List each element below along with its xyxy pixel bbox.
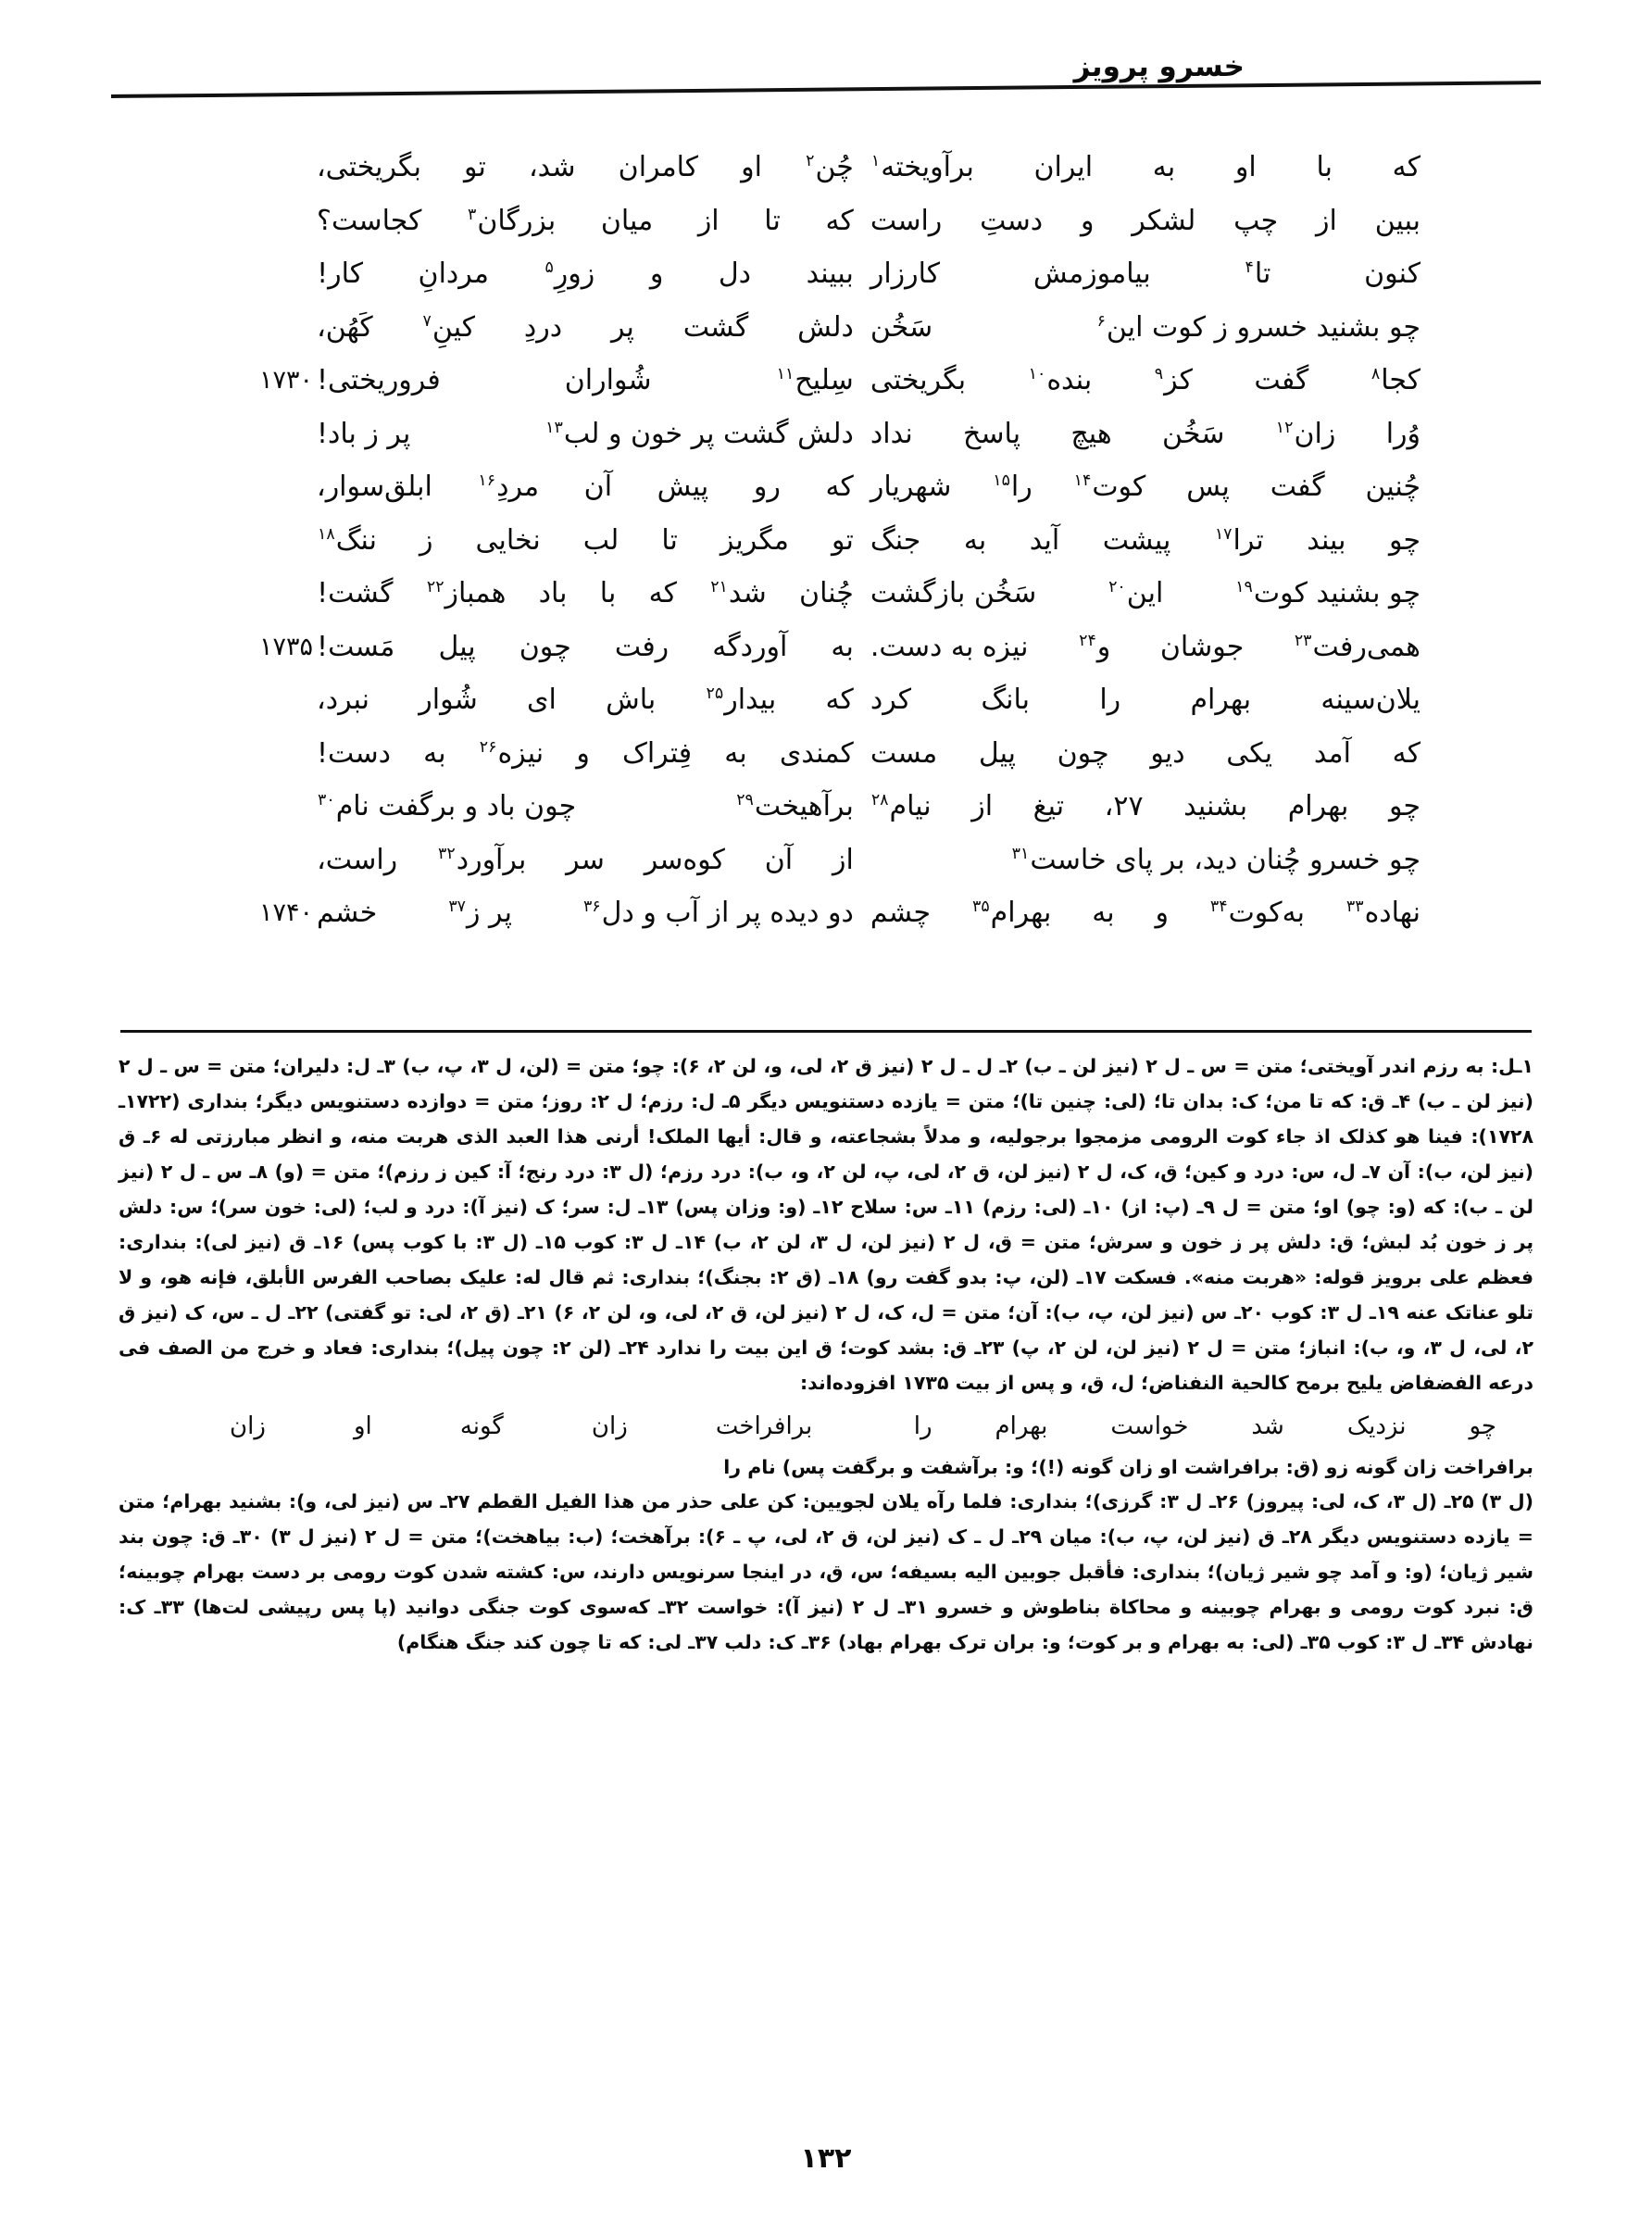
apparatus-mark: ۳۴ <box>1209 897 1228 916</box>
apparatus-mark: ۱۲ <box>1275 418 1294 437</box>
verse-row <box>232 247 1420 301</box>
verse-word: شد، <box>528 151 576 183</box>
apparatus-mark: ۱۶ <box>478 471 496 490</box>
apparatus-mark: ۱۰ <box>1028 365 1046 383</box>
verse-line-number <box>232 727 313 781</box>
running-head-rule <box>111 81 1541 98</box>
apparatus-mark: ۲۶ <box>479 737 497 757</box>
verse-hemistich-left <box>313 886 854 940</box>
verse-row <box>232 886 1420 940</box>
verse-word: چو بشنید کوت$^{۱۹}$ <box>1235 577 1420 609</box>
verse-line-number <box>232 567 313 621</box>
verse-word: کوه‌سر <box>644 843 725 876</box>
verse-word: برآورد$^{۳۲}$ <box>438 843 527 876</box>
apparatus-mark: ۳۰ <box>318 791 335 810</box>
verse-word: نیزه$^{۲۶}$ <box>479 736 544 770</box>
verse-word: نخایی <box>475 523 541 557</box>
verse-word: چون باد و برگفت نام$^{۳۰}$ <box>318 790 577 822</box>
verse-word: راست <box>870 204 943 237</box>
verse-word: آن <box>764 843 794 876</box>
verse-word: تیغ <box>1032 790 1065 822</box>
verse-word: دل <box>718 257 752 290</box>
verse-word: گشت! <box>317 577 394 609</box>
verse-word: چو <box>1469 1412 1496 1440</box>
verse-line-number <box>232 780 313 834</box>
verse-word: پیل <box>978 736 1016 770</box>
verse-table <box>232 141 1420 940</box>
verse-word: بهرام <box>995 1412 1048 1440</box>
verse-line-number <box>232 514 313 568</box>
verse-word: به <box>423 736 446 770</box>
verse-word: بزرگان$^۳$ <box>468 204 557 237</box>
verse-word: که <box>825 684 854 716</box>
apparatus-mark: ۲۰ <box>1108 578 1126 596</box>
verse-word: ببیند <box>806 257 854 290</box>
verse-word: تو <box>464 151 486 183</box>
verse-word: آید <box>1029 523 1060 557</box>
verse-word: وُرا <box>1385 417 1420 450</box>
verse-word: با <box>599 577 617 609</box>
verse-word: دلش <box>797 310 854 344</box>
apparatus-mark: ۶ <box>1096 311 1106 331</box>
verse-word: نیام$^{۲۸}$ <box>870 790 932 822</box>
verse-word: دردِ <box>523 310 563 344</box>
verse-word: نهاده$^{۳۳}$ <box>1345 897 1420 929</box>
apparatus-mark: ۱۳ <box>545 418 563 437</box>
verse-word: سَخُن <box>1162 417 1225 450</box>
verse-word: هیچ <box>1070 417 1112 450</box>
verse-word: پر ز$^{۳۷}$ <box>448 897 512 929</box>
apparatus-mark: ۱ <box>870 152 881 170</box>
verse-word: زان <box>591 1412 628 1440</box>
verse-word: نیزه به دست. <box>870 630 1029 663</box>
verse-word: از <box>697 204 720 237</box>
verse-word: به‌کوت$^{۳۴}$ <box>1209 897 1306 929</box>
verse-word: کامران <box>618 151 699 183</box>
verse-row <box>232 354 1420 408</box>
verse-word: یلان‌سینه <box>1320 684 1420 716</box>
verse-word: گفت <box>1270 471 1325 503</box>
apparatus-mark: ۱۷ <box>1214 524 1233 544</box>
verse-word: بگریختی، <box>317 151 421 183</box>
verse-word: پاسخ <box>963 417 1021 450</box>
verse-word: زورِ$^۵$ <box>544 257 595 290</box>
verse-word: دیو <box>1150 736 1185 770</box>
verse-row <box>232 460 1420 514</box>
verse-word: ترا$^{۱۷}$ <box>1214 523 1264 557</box>
verse-word: پیل <box>438 630 476 663</box>
verse-line-number <box>232 834 313 887</box>
verse-row <box>232 141 1420 195</box>
verse-row <box>232 567 1420 621</box>
verse-word: چو بشنید خسرو ز کوت این$^۶$ <box>1096 310 1420 344</box>
verse-word: باش <box>606 684 657 716</box>
verse-word: آوردگه <box>712 630 788 663</box>
verse-word: زان$^{۱۲}$ <box>1275 417 1336 450</box>
verse-row <box>232 780 1420 834</box>
verse-word: بشنید <box>1183 790 1248 822</box>
verse-word: جنگ <box>870 523 921 557</box>
verse-line-number <box>232 460 313 514</box>
apparatus-mark: ۱۸ <box>318 524 335 544</box>
apparatus-mark: ۴ <box>1245 258 1254 277</box>
verse-word: برافراخت <box>715 1412 813 1440</box>
verse-word: خواست <box>1110 1412 1189 1440</box>
apparatus-mark: ۲۴ <box>1079 631 1096 650</box>
verse-word: کز$^۹$ <box>1154 364 1193 396</box>
verse-word: بانگ <box>981 684 1031 716</box>
verse-word: فِتراک <box>621 736 693 770</box>
apparatus-mark: ۳۲ <box>438 844 456 863</box>
verse-word: سَخُن بازگشت <box>870 577 1037 609</box>
verse-row <box>232 301 1420 355</box>
verse-hemistich-left <box>313 621 854 674</box>
verse-word: این$^{۲۰}$ <box>1108 577 1164 609</box>
verse-line-number <box>232 247 313 301</box>
verse-word: تا$^۴$ <box>1245 257 1271 290</box>
verse-hemistich-left <box>313 780 854 834</box>
inset-couplet-left-hemistich <box>230 1406 812 1447</box>
verse-line-number <box>232 141 313 195</box>
verse-word: را <box>1099 684 1121 716</box>
verse-word: دست! <box>317 736 391 770</box>
verse-word: کمندی <box>779 736 854 770</box>
folio-number: ۱۳۲ <box>800 2142 852 2175</box>
verse-word: رو <box>753 471 781 503</box>
verse-word: کجاست؟ <box>317 204 422 237</box>
verse-word: که <box>1392 151 1420 183</box>
apparatus-mark: ۹ <box>1154 365 1164 383</box>
verse-word: راست، <box>317 843 398 876</box>
verse-hemistich-right <box>854 673 1420 727</box>
verse-word: مَست! <box>317 630 395 663</box>
verse-word: باد <box>538 577 568 609</box>
verse-word: شد <box>1251 1412 1284 1440</box>
verse-word: مگریز <box>720 523 789 557</box>
apparatus-mark: ۲۱ <box>710 578 728 596</box>
verse-word: کارزار <box>870 257 941 290</box>
running-head <box>111 50 1541 102</box>
verse-word: ننگ$^{۱۸}$ <box>318 523 377 557</box>
apparatus-mark: ۳۷ <box>448 897 466 916</box>
verse-word: چو <box>1388 790 1420 822</box>
verse-row <box>232 621 1420 674</box>
verse-word: گفت <box>1254 364 1309 396</box>
verse-word: کار! <box>317 257 363 290</box>
verse-hemistich-left <box>313 834 854 887</box>
verse-word: چپ <box>1233 204 1279 237</box>
verse-word: مردانِ <box>418 257 489 290</box>
verse-hemistich-right <box>854 301 1420 355</box>
verse-word: شُوار <box>419 684 478 716</box>
verse-word: جوشان <box>1159 630 1245 663</box>
verse-word: لشکر <box>1132 204 1196 237</box>
verse-word: کَهُن، <box>317 310 373 344</box>
apparatus-mark: ۱۱ <box>776 365 795 383</box>
verse-word: سَخُن <box>870 310 933 344</box>
apparatus-paragraph-1: ۱ـل: به رزم اندر آویختی؛ متن = س ـ ل ۲ (نیز لن ـ ب) ۲ـ ل ـ ل ۲ (نیز ق ۲، لی، و، لن ۲، ۶): چو؛ متن = (لن، ل ۳، پ، ب) ۳ـ ل: دلیران؛ متن = س ـ ل ۲ (نیز لن ـ ب) ۴ـ ق: که تا من؛ ک: بدان تا؛ (لی: چنین تا)؛ متن = یازده دستنویس دیگر ۵ـ ل: رزم؛ ل ۲: روز؛ متن = دوازده دستنویس دیگر؛ بنداری (۱۷۲۲ـ ۱۷۲۸): فینا هو کذلک اذ جاء کوت الرومی مزمجوا برجولیه، و مدلاً بشجاعته، و قال: أیها الملک! أرنی هذا العبد الذی هربت منه، و انظر مبارزتی له ۶ـ ق (نیز لن، ب): آن ۷ـ ل، س: درد و کین؛ ق، ک، ل ۲ (نیز لن، ق ۲، لی، پ، لن ۲، و، ب): درد رزم؛ (ل ۳: درد رنج؛ آ: کین ز رزم)؛ متن = (و) ۸ـ س ـ ل ۲ (نیز لن ـ ب): که (و: چو) او؛ متن = ل ۹ـ (پ: از) ۱۰ـ (لی: رزم) ۱۱ـ س: سلاح ۱۲ـ (و: وزان پس) ۱۳ـ ل: سر؛ ک (نیز آ): درد و لب؛ (لی: خون سر)؛ س: دلش پر ز خون بُد لبش؛ ق: دلش پر ز خون و سرش؛ متن = ق، ل ۲ (نیز لن، ل ۳، لن ۲، ب) ۱۴ـ ل ۳: کوب ۱۵ـ (ل ۳: با کوب پس) ۱۶ـ ق (نیز لی): بنداری: فعظم علی برویز قوله: «هربت منه». فسکت ۱۷ـ (لن، پ: بدو گفت رو) ۱۸ـ (ق ۲: بجنگ)؛ بنداری: ثم قال له: علیک بصاحب الفرس الأبلق، فإنه هو، و لا تلو عناتک عنه ۱۹ـ ل ۳: کوب ۲۰ـ س (نیز لن، پ، ب): آن؛ متن = ل، ک، ل ۲ (نیز لن، ق ۲، لی، و، لن ۲، ۶) ۲۱ـ (ق ۲، لی: تو گفتی) ۲۲ـ ل ـ س، ک (نیز ق ۲، لی، ل ۳، و، ب): انباز؛ متن = ل ۲ (نیز لن، لن ۲، پ) ۲۳ـ ق: بشد کوت؛ ق این بیت را ندارد ۲۴ـ (لن ۲: چون پیل)؛ بنداری: فعاد و خرج من الصف فی درعه الفضفاض یلیح برمح کالحیة النفناض؛ ل، ق، و پس از بیت ۱۷۳۵ افزوده‌اند: <box>119 1055 1534 1394</box>
verse-hemistich-right <box>854 886 1420 940</box>
verse-word: گشت <box>682 310 749 344</box>
verse-word: به <box>1092 897 1115 929</box>
verse-word: چُن$^۲$ <box>806 151 854 183</box>
verse-hemistich-left <box>313 727 854 781</box>
verse-word: شهریار <box>870 471 952 503</box>
verse-word: پر <box>610 310 634 344</box>
verse-word: تا <box>764 204 781 237</box>
verse-line-number <box>232 408 313 461</box>
verse-word: فروریختی! <box>317 364 441 396</box>
apparatus-mark: ۳۱ <box>1011 844 1030 863</box>
apparatus-inset-note: برافراخت زان گونه زو (ق: برافراشت او زان گونه (!)؛ و: برآشفت و برگفت پس) نام را <box>723 1456 1533 1478</box>
verse-word: بیاموزمش <box>1032 257 1151 290</box>
verse-hemistich-left <box>313 408 854 461</box>
verse-word: و <box>649 257 664 290</box>
verse-word: تا <box>661 523 678 557</box>
verse-word: نبرد، <box>317 684 370 716</box>
apparatus-mark: ۲۳ <box>1294 631 1312 650</box>
verse-word: خشم <box>317 897 378 929</box>
verse-line-number: ۱۷۴۰ <box>258 898 313 927</box>
verse-row <box>232 195 1420 248</box>
verse-word: که <box>825 204 854 237</box>
verse-word: بگریختی <box>870 364 967 396</box>
apparatus-mark: ۵ <box>544 258 554 277</box>
verse-hemistich-left <box>313 247 854 301</box>
verse-word: رفت <box>614 630 670 663</box>
apparatus-paragraph-2: (ل ۳) ۲۵ـ (ل ۳، ک، لی: پیروز) ۲۶ـ ل ۳: گرزی)؛ بنداری: فلما رآه یلان لجویین: کن علی حذر من هذا الفیل القطم ۲۷ـ س (نیز لی، و): بشنید بهرام؛ متن = یازده دستنویس دیگر ۲۸ـ ق (نیز لن، پ، ب): میان ۲۹ـ ل ـ ک (نیز لن، ق ۲، لی، پ ـ ۶): برآهخت؛ (ب: بیاهخت)؛ متن = ل ۲ (نیز ل ۳) ۳۰ـ ق: چون بند شیر ژیان؛ (و: و آمد چو شیر ژیان)؛ بنداری: فأقبل جوبین الیه بسیفه؛ س، ق، در اینجا سرنویس دارند، س: کشته شدن کوت رومی بر دست بهرام چوبینه؛ ق: نبرد کوت رومی و بهرام چوبینه و محاکاة بناطوش و خسرو ۳۱ـ ل ۲ (نیز آ): خواست ۳۲ـ که‌سوی کوت جنگی دوانید (پا پس رپیشی لت‌ها) ۳۳ـ ک: نهادش ۳۴ـ ل ۳: کوب ۳۵ـ (لی: به بهرام و بر کوت؛ و: بران ترک بهرام بهاد) ۳۶ـ ک: دلب ۳۷ـ لی: که تا چون کند جنگ هنگام) <box>119 1490 1534 1653</box>
verse-word: آن <box>583 471 613 503</box>
verse-word: و <box>1155 897 1169 929</box>
verse-word: بهرام <box>1287 790 1349 822</box>
verse-word: ۲۷، <box>1104 790 1144 822</box>
verse-hemistich-right <box>854 621 1420 674</box>
verse-word: بیند <box>1307 523 1346 557</box>
apparatus-mark: ۲۵ <box>706 684 724 703</box>
verse-word: کوت$^{۱۴}$ <box>1073 471 1146 503</box>
verse-word: برآویخته$^۱$ <box>870 151 974 183</box>
verse-word: به <box>1152 151 1176 183</box>
apparatus-mark: ۸ <box>1370 365 1381 383</box>
verse-word: یکی <box>1226 736 1273 770</box>
verse-word: و <box>1080 204 1095 237</box>
apparatus-mark: ۲۹ <box>736 791 754 810</box>
verse-hemistich-right <box>854 780 1420 834</box>
verse-hemistich-left <box>313 354 854 408</box>
verse-word: شد$^{۲۱}$ <box>710 577 767 609</box>
verse-word: پس <box>1186 471 1230 503</box>
verse-hemistich-left <box>313 567 854 621</box>
verse-hemistich-right <box>854 141 1420 195</box>
verse-word: را <box>913 1412 932 1440</box>
verse-row <box>232 834 1420 887</box>
verse-word: به <box>963 523 987 557</box>
apparatus-mark: ۷ <box>422 311 432 331</box>
verse-line-number <box>232 673 313 727</box>
verse-word: او <box>353 1412 372 1440</box>
verse-word: چون <box>1057 736 1109 770</box>
apparatus-mark: ۳۵ <box>971 897 990 916</box>
verse-word: با <box>1316 151 1333 183</box>
verse-word: مست <box>870 736 938 770</box>
verse-word: به <box>724 736 747 770</box>
verse-word: بنده$^{۱۰}$ <box>1028 364 1093 396</box>
verse-hemistich-right <box>854 408 1420 461</box>
verse-word: از <box>1316 204 1337 237</box>
verse-word: دستِ <box>980 204 1044 237</box>
verse-word: از <box>971 790 994 822</box>
verse-word: همباز$^{۲۲}$ <box>426 577 507 609</box>
apparatus-mark: ۳۶ <box>582 897 601 916</box>
verse-hemistich-left <box>313 673 854 727</box>
verse-word: سر <box>566 843 605 876</box>
verse-block <box>232 141 1420 993</box>
verse-hemistich-left <box>313 301 854 355</box>
apparatus-separator-rule <box>120 1030 1532 1033</box>
verse-word: و$^{۲۴}$ <box>1079 630 1111 663</box>
verse-word: بهرام <box>1190 684 1252 716</box>
verse-hemistich-right <box>854 460 1420 514</box>
verse-hemistich-left <box>313 141 854 195</box>
verse-row <box>232 514 1420 568</box>
verse-hemistich-right <box>854 567 1420 621</box>
verse-word: لب <box>582 523 620 557</box>
apparatus-mark: ۱۹ <box>1235 578 1253 596</box>
apparatus-mark: ۲ <box>806 152 815 170</box>
verse-word: ایران <box>1033 151 1094 183</box>
verse-word: گونه <box>459 1412 504 1440</box>
verse-word: به <box>831 630 854 663</box>
verse-hemistich-right <box>854 514 1420 568</box>
verse-word: کجا$^۸$ <box>1370 364 1420 396</box>
verse-word: ز <box>419 523 433 557</box>
verse-word: را$^{۱۵}$ <box>993 471 1032 503</box>
verse-hemistich-right <box>854 354 1420 408</box>
verse-row <box>232 727 1420 781</box>
verse-word: بیدار$^{۲۵}$ <box>706 684 777 716</box>
verse-row <box>232 673 1420 727</box>
verse-word: زان <box>230 1412 266 1440</box>
verse-word: از <box>832 843 854 876</box>
verse-word: شُواران <box>564 364 652 396</box>
verse-row <box>232 408 1420 461</box>
inset-couplet-right-hemistich <box>914 1406 1496 1447</box>
verse-line-number: ۱۷۳۵ <box>258 632 313 661</box>
verse-line-number <box>232 195 313 248</box>
apparatus-mark: ۱۴ <box>1073 471 1092 490</box>
verse-word: کرد <box>870 684 912 716</box>
verse-word: که <box>648 577 677 609</box>
critical-apparatus <box>119 1048 1533 1660</box>
verse-hemistich-right <box>854 834 1420 887</box>
verse-word: چو خسرو چُنان دید، بر پای خاست$^{۳۱}$ <box>1011 843 1420 876</box>
verse-word: چون <box>519 630 571 663</box>
verse-word: چو <box>1388 523 1420 557</box>
verse-word: آمد <box>1313 736 1351 770</box>
verse-word: دلش گشت پر خون و لب$^{۱۳}$ <box>545 417 854 450</box>
verse-hemistich-left <box>313 514 854 568</box>
verse-word: میان <box>600 204 654 237</box>
verse-word: سِلیح$^{۱۱}$ <box>776 364 854 396</box>
verse-hemistich-right <box>854 195 1420 248</box>
verse-line-number <box>232 301 313 355</box>
verse-word: که <box>825 471 854 503</box>
verse-word: چُنین <box>1365 471 1420 503</box>
verse-word: تو <box>831 523 854 557</box>
verse-hemistich-left <box>313 460 854 514</box>
verse-word: او <box>1234 151 1257 183</box>
verse-word: پیش <box>657 471 709 503</box>
verse-word: چُنان <box>799 577 854 609</box>
verse-word: پر ز باد! <box>317 417 411 450</box>
apparatus-mark: ۱۵ <box>993 471 1010 490</box>
verse-word: ای <box>527 684 557 716</box>
verse-word: همی‌رفت$^{۲۳}$ <box>1294 630 1420 663</box>
apparatus-mark: ۲۲ <box>426 578 444 596</box>
apparatus-mark: ۲۸ <box>870 791 889 810</box>
verse-hemistich-left <box>313 195 854 248</box>
verse-word: چشم <box>870 897 932 929</box>
apparatus-inset-couplet <box>119 1406 1533 1447</box>
verse-word: برآهیخت$^{۲۹}$ <box>736 790 854 822</box>
running-head-title: خسرو پرویز <box>1073 50 1245 83</box>
verse-word: بهرام$^{۳۵}$ <box>971 897 1052 929</box>
verse-word: ببین <box>1374 204 1420 237</box>
verse-hemistich-right <box>854 247 1420 301</box>
verse-hemistich-right <box>854 727 1420 781</box>
verse-word: دو دیده پر از آب و دل$^{۳۶}$ <box>582 897 854 929</box>
verse-word: نزدیک <box>1346 1412 1407 1440</box>
verse-word: مردِ$^{۱۶}$ <box>478 471 540 503</box>
verse-word: و <box>576 736 590 770</box>
verse-word: نداد <box>870 417 913 450</box>
verse-word: پیشت <box>1102 523 1171 557</box>
apparatus-mark: ۳۳ <box>1345 897 1364 916</box>
verse-word: که <box>1392 736 1420 770</box>
apparatus-mark: ۳ <box>468 205 477 224</box>
verse-word: ابلق‌سوار، <box>317 471 432 503</box>
verse-word: او <box>741 151 762 183</box>
verse-word: کنون <box>1364 257 1420 290</box>
verse-word: کینِ$^۷$ <box>422 310 476 344</box>
verse-line-number: ۱۷۳۰ <box>258 366 313 395</box>
